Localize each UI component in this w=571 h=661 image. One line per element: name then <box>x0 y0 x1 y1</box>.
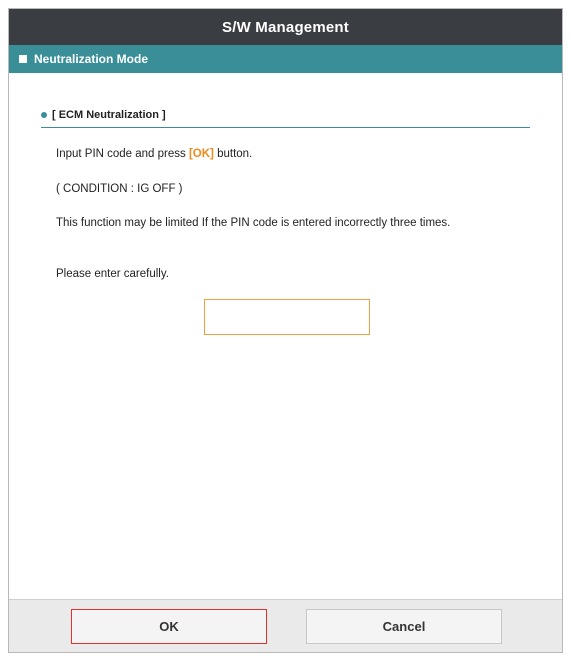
condition-text: ( CONDITION : IG OFF ) <box>56 183 183 195</box>
instruction-text-before: Input PIN code and press <box>56 148 189 160</box>
sub-section-header <box>41 103 530 128</box>
instruction-line <box>56 146 522 162</box>
careful-text: Please enter carefully. <box>56 268 169 280</box>
square-bullet-icon <box>19 55 27 63</box>
dot-bullet-icon <box>41 112 47 118</box>
content-area <box>9 73 562 600</box>
window-title: S/W Management <box>9 9 562 45</box>
ok-highlight-text: [OK] <box>188 148 214 160</box>
section-title: Neutralization Mode <box>34 52 149 66</box>
sub-section-title: [ ECM Neutralization ] <box>52 109 166 121</box>
sw-management-dialog <box>8 8 563 653</box>
button-bar <box>9 599 562 652</box>
warning-text: This function may be limited If the PIN code is entered incorrectly three times. <box>56 217 451 229</box>
pin-code-input[interactable] <box>204 299 370 335</box>
instruction-text-after: button. <box>213 148 253 160</box>
section-header <box>9 45 562 73</box>
cancel-button[interactable]: Cancel <box>306 609 502 644</box>
ok-button[interactable]: OK <box>71 609 267 644</box>
